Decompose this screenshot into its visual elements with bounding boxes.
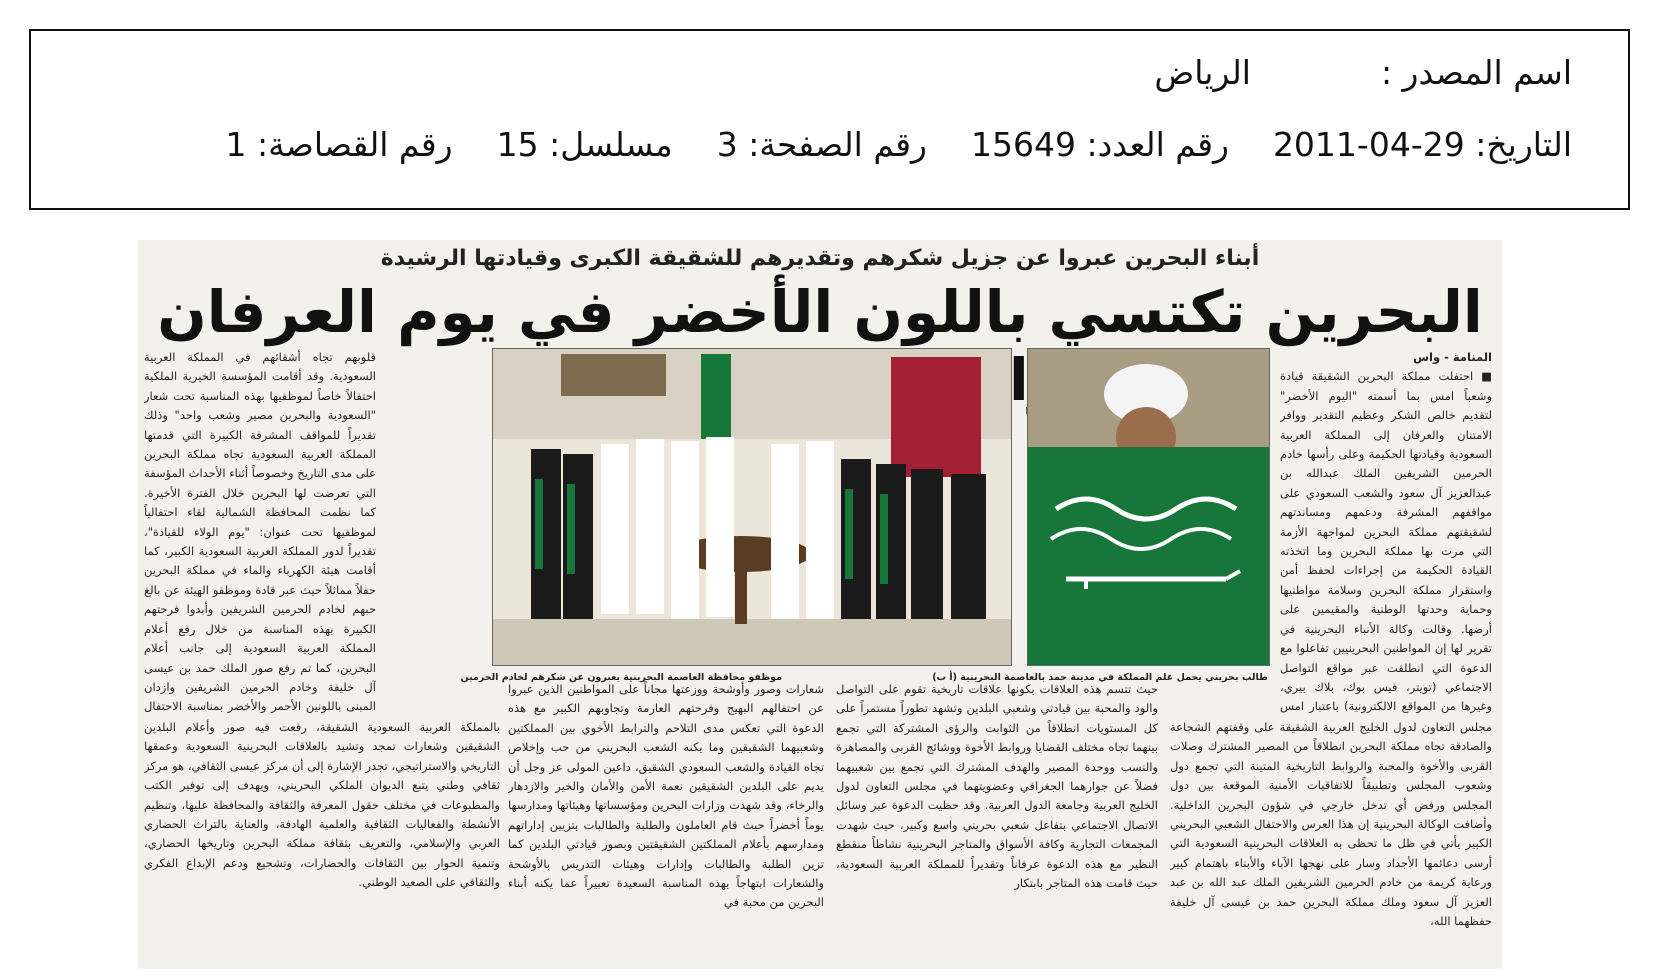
article-column-4: حيث تتسم هذه العلاقات بكونها علاقات تاريخية تقوم على التواصل والود والمحبة بين قيادتي وشعبي البلدين وتشهد تطوراً مستمراً على كل المستويات انطلاقاً من الثوابت والرؤى المشتركة التي تجمع بينهما تجاه مختلف القضايا وروابط الأخوة ووشائج القربى والمصاهرة والنسب ووحدة المصير والهدف المشترك التي تجمع بين شعبيهما فضلاً عن جوارهما الجغرافي وعضويتهما في مجلس التعاون لدول الخليج العربية وجامعة الدول العربية. وقد حظيت الدعوة عبر وسائل الاتصال الاجتماعي بتفاعل شعبي بحريني واسع وكبير، حيث شهدت المجمعات التجارية وكافة الأسواق والمتاجر البحرينية نشاطاً منقطع النظير مع هذه الدعوة عرفاناً وتقديراً للمملكة العربية السعودية، حيث قامت هذه المتاجر بابتكار bbox=[836, 682, 1158, 891]
issue-label: رقم العدد: bbox=[1086, 125, 1229, 164]
article-column-5: شعارات وصور وأوشحة ووزعتها مجاناً على المواطنين الذين عبروا عن احتفالهم البهيج وفرحتهم العارمة وتجاوبهم الكبير مع هذه الدعوة التي تعكس مدى التلاحم والترابط الأخوي بين المملكتين وشعبيهما الشقيقين وما يكنه الشعب البحريني من حب وإخلاص تجاه القيادة والشعب السعودي الشقيق، داعين المولى عز وجل أن يديم على البلدين الشقيقين نعمة الأمن والأمان والخير والازدهار والرخاء، وقد شهدت وزارات البحرين ومؤسساتها وهيئاتها ومدارسها يوماً أخضراً حيث قام العاملون والطلبة والطالبات بتزيين إداراتهم ومدارسهم بأعلام المملكتين الشقيقتين وبصور قيادتي البلدين كما تزين الطلبة والطالبات وإدارات وهيئات التدريس بالأوشحة والشعارات ابتهاجاً بهذه المناسبة السعيدة تعبيراً عما يكنه أبناء البحرين من محبة في bbox=[508, 682, 824, 910]
article-column-3: مجلس التعاون لدول الخليج العربية الشقيقة على وقفتهم الشجاعة والصادقة تجاه مملكة البحرين انطلاقاً من المصير المشترك وصلات القربى والأخوة والمحبة والروابط التاريخية المتينة التي تجمع دول وشعوب المجلس وتطبيقاً للاتفاقيات الأمنية الموقعة بين دول المجلس ورفض أي تدخل خارجي في شؤون البحرين الداخلية. وأضافت الوكالة البحرينية إن هذا العرس والاحتفال الشعبي البحريني الكبير يأتي في ظل ما تحظى به العلاقات البحرينية السعودية التي أرسى دعائمها الأجداد وسار على نهجها الآباء والأبناء باهتمام كبير ورعاية كريمة من خادم الحرمين الشريفين الملك عبد الله بن عبد العزيز آل سعود وملك مملكة البحرين حمد بن عيسى آل خليفة حفظهما الله، bbox=[1170, 720, 1492, 929]
photo-caption-right: طالب بحريني يحمل علم المملكة في مدينة حمد بالعاصمة البحرينية (أ ب) bbox=[932, 672, 1268, 683]
source-value: الرياض bbox=[1154, 53, 1251, 92]
issue-value: 15649 bbox=[971, 125, 1076, 164]
column-1-text: ■ احتفلت مملكة البحرين الشقيقة قيادة وشعباً امس بما أسمته "اليوم الأخضر" لتقديم خالص الشكر وعظيم التقدير ووافر الامتنان والعرفان إلى المملكة العربية السعودية وقيادتها الحكيمة وعلى رأسها خادم الحرمين الشريفين الملك عبدالله بن عبدالعزيز آل سعود والشعب السعودي على مواقفهم المشرفة ودعمهم ومساندتهم لشقيقتهم مملكة البحرين لمواجهة الأزمة التي مرت بها مملكة البحرين وما اتخذته القيادة الحكيمة من إجراءات لحفظ أمن واستقرار مملكة البحرين وسلامة مواطنيها وحماية وحدتها الوطنية والمقيمين على أرضها. وقالت وكالة الأنباء البحرينية في تقرير لها إن المواطنين البحرينيين تفاعلوا مع الدعوة التي انطلقت عبر مواقع التواصل الاجتماعي (تويتر، فيس بوك، بلاك بيري، وغيرها من المواقع الالكترونية) باعتبار امس bbox=[1280, 369, 1492, 714]
clip-value: 1 bbox=[225, 125, 247, 164]
serial-value: 15 bbox=[496, 125, 539, 164]
flag-photo-illustration bbox=[1027, 349, 1269, 666]
page-label: رقم الصفحة: bbox=[748, 125, 927, 164]
article-kicker: أبناء البحرين عبروا عن جزيل شكرهم وتقديرهم للشقيقة الكبرى وقيادتها الرشيدة bbox=[380, 246, 1260, 271]
article-column-2: قلوبهم تجاه أشقائهم في المملكة العربية السعودية. وقد أقامت المؤسسة الخيرية الملكية احتفالاً خاصاً لموظفيها بهذه المناسبة تحت شعار "السعودية والبحرين مصير وشعب واحد" وذلك تقديراً للمواقف المشرفة الكبيرة التي قدمتها المملكة العربية السعودية تجاه مملكة البحرين على مدى التاريخ وخصوصاً أثناء الأحداث المؤسفة التي تعرضت لها البحرين خلال الفترة الأخيرة. كما نظمت المحافظة الشمالية لقاء احتفالياً لموظفيها تحت عنوان: "يوم الولاء للقيادة"، تقديراً لدور المملكة العربية السعودية الكبير، كما أقامت هيئة الكهرباء والماء في مملكة البحرين حفلاً مماثلاً حيث عبر قادة وموظفو الهيئة عن بالغ حبهم لخادم الحرمين الشريفين وأبدوا فرحتهم الكبيرة بهذه المناسبة من خلال رفع أعلام المملكة العربية السعودية إلى جانب أعلام البحرين، كما تم رفع صور الملك حمد بن عيسى آل خليفة وخادم الحرمين الشريفين وازدان المبنى باللونين الأحمر والأخضر بمناسبة الاحتفال bbox=[144, 350, 376, 714]
meta-row bbox=[71, 125, 1572, 164]
source-label: اسم المصدر : bbox=[1380, 53, 1572, 92]
page-field bbox=[717, 125, 927, 164]
photo-student-with-flag bbox=[1027, 348, 1270, 666]
photo-caption-left: موظفو محافظة العاصمة البحرينية يعبرون عن شكرهم لخادم الحرمين bbox=[460, 672, 782, 683]
photo-group-celebration bbox=[492, 348, 1012, 666]
issue-field bbox=[971, 125, 1229, 164]
dateline: المنامة - واس bbox=[1413, 350, 1492, 364]
page-value: 3 bbox=[716, 125, 738, 164]
date-field bbox=[1273, 125, 1572, 164]
source-row bbox=[71, 53, 1572, 92]
article-column-1 bbox=[1280, 348, 1492, 716]
date-value: 2011-04-29 bbox=[1272, 125, 1465, 164]
serial-label: مسلسل: bbox=[549, 125, 673, 164]
article-headline: البحرين تكتسي باللون الأخضر في يوم العرفان bbox=[157, 278, 1483, 346]
group-photo-illustration bbox=[492, 349, 1011, 666]
article-column-6: بالمملكة العربية السعودية الشقيقة، رفعت فيه صور وأعلام البلدين الشقيقين وشعارات تمجد وتشيد بالعلاقات البحرينية السعودية وعمقها التاريخي والاستراتيجي، تجدر الإشارة إلى أن مركز عيسى الثقافي، هو مركز ثقافي وطني يتبع الديوان الملكي البحريني، ويهدف إلى توفير الكتب والمطبوعات في مختلف حقول المعرفة والثقافة والمحافظة عليها، وتنظيم الأنشطة والفعاليات الثقافية والعلمية الهادفة، والعناية بالتراث الحضاري العربي والإسلامي، والتعريف بثقافة مملكة البحرين وتاريخها الحضاري، وتنمية الحوار بين الثقافات والحضارات، وتشجيع ودعم الإبداع الفكري والثقافي على الصعيد الوطني. bbox=[144, 720, 500, 890]
newspaper-clipping bbox=[138, 240, 1502, 969]
clip-field bbox=[226, 125, 453, 164]
clip-label: رقم القصاصة: bbox=[257, 125, 453, 164]
date-label: التاريخ: bbox=[1475, 125, 1572, 164]
source-info-box bbox=[29, 29, 1630, 210]
serial-field bbox=[497, 125, 673, 164]
